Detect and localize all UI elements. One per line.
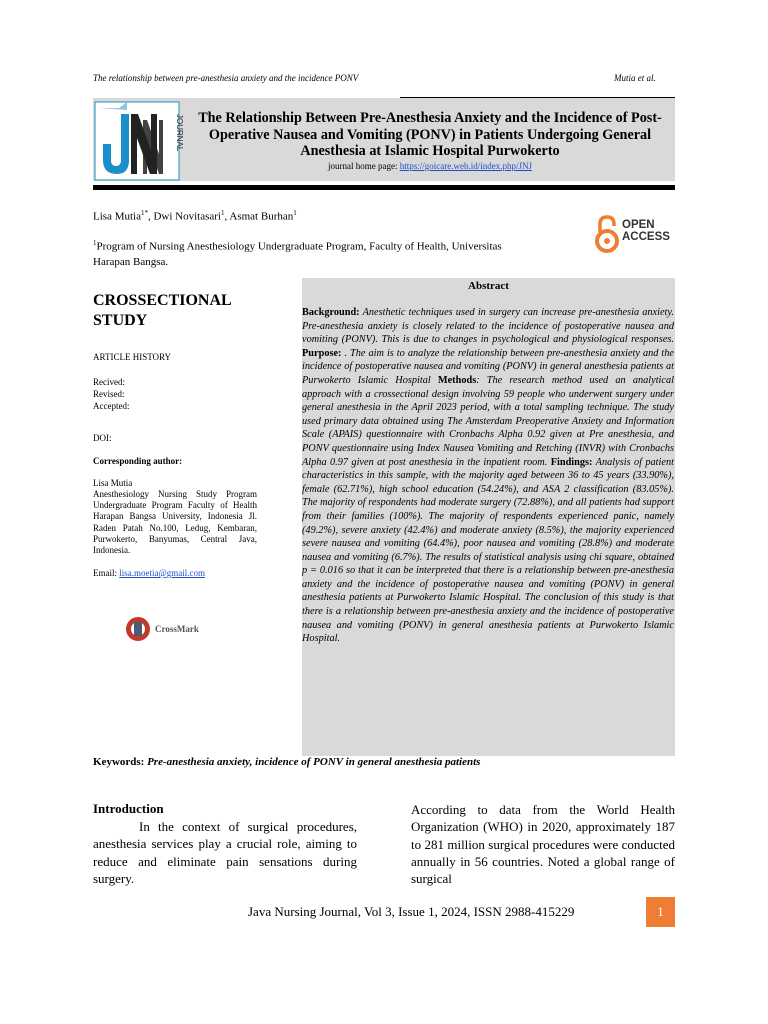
email-link[interactable]: lisa.moetia@gmail.com: [119, 568, 206, 578]
author-name[interactable]: Dwi Novitasari: [153, 210, 221, 223]
crossmark-badge[interactable]: [125, 616, 205, 642]
homepage-link[interactable]: https://goicare.web.id/index.php/JNJ: [399, 161, 532, 171]
abstract-text: Background: Anesthetic techniques used in surgery can increase pre-anesthesia anxiety. Pre-anesthesia anxiety is closely related to the incidence of postoperative nausea and vomiting (PONV). This is due to changes in psychological and physiological responses. Purpose: . The aim is to analyze the relationship between pre-anesthesia anxiety and the incidence of postoperative nausea and vomiting (PONV) in general anesthesia patients at Purwokerto Islamic Hospital Methods: The research method used an analytical approach with a crossectional design involving 59 people who underwent surgery under general anesthesia in the April 2023 period, with a total sampling technique. The study used primary data obtained using The Amsterdam Preoperative Anxiety and Information Scale (APAIS) questionnaire with Cronbachs Alpha 0.92 given at Pre anesthesia, and PONV questionnaire using Index Nausea Vomiting and Retching (INVR) with Cronbachs Alpha 0.97 given at post anesthesia in the inpatient room. Findings: Analysis of patient characteristics in this sample, with the majority aged between 36 to 45 years (33.90%), female (62.71%), high school education (54.24%), and ASA 2 classification (83.05%). The majority of respondents had moderate surgery (72.88%), and all patients had support from their families (100%). The majority of respondents experienced panic, namely (49.2%), severe anxiety (42.4%) and moderate anxiety (8.5%), the majority experienced severe nausea and vomiting (64.4%), poor nausea and vomiting (28.8%) and moderate nausea and vomiting (6.7%). The results of statistical analysis using chi square, obtained p = 0.016 so that it can be interpreted that there is a relationship between pre-anesthesia anxiety and the incidence of postoperative nausea and vomiting (PONV) in general anesthesia patients at Purwokerto Islamic Hospital. The conclusion of this study is that there is a relationship between pre-anesthesia anxiety and the incidence of postoperative nausea and vomiting (PONV) in general anesthesia patients at Purwokerto Islamic Hospital.: [302, 307, 674, 645]
abstract-heading: Abstract: [468, 280, 509, 292]
journal-logo-icon: [93, 100, 185, 182]
introduction-heading: Introduction: [93, 801, 164, 816]
affiliation: $^1$Program of Nursing Anesthesiology Undergraduate Program, Faculty of Health, Universitas Harapan Bangsa.: [93, 239, 502, 268]
revised-label: Revised:: [93, 389, 125, 399]
open-access-lock-icon: [594, 214, 620, 254]
author-list: Lisa Mutia$^{1*}$, Dwi Novitasari$^1$, Asmat Burhan$^1$: [93, 209, 297, 223]
homepage-label: journal home page:: [328, 161, 400, 171]
keywords: Keywords: Pre-anesthesia anxiety, incidence of PONV in general anesthesia patients: [93, 756, 481, 768]
journal-logo-side-text: JOURNAL: [175, 114, 184, 152]
received-label: Recived:: [93, 377, 125, 387]
running-header-title: The relationship between pre-anesthesia anxiety and the incidence PONV: [93, 73, 359, 83]
crossmark-icon: [125, 616, 151, 642]
article-title: The Relationship Between Pre-Anesthesia Anxiety and the Incidence of Post-Operative Nausea and Vomiting (PONV) in Patients Undergoing General Anesthesia at Islamic Hospital Purwokerto: [198, 110, 662, 159]
page-number: 1: [646, 897, 675, 927]
open-access-line1: OPEN: [622, 219, 655, 231]
article-history-heading: ARTICLE HISTORY: [93, 352, 172, 362]
introduction-right-text: According to data from the World Health Organization (WHO) in 2020, approximately 187 to 281 million surgical procedures were conducted annually in 56 countries. Noted a global range of surgical: [411, 802, 675, 887]
footer-citation: Java Nursing Journal, Vol 3, Issue 1, 2024, ISSN 2988-415229: [248, 904, 575, 919]
journal-homepage: [190, 161, 670, 171]
open-access-line2: ACCESS: [622, 231, 670, 243]
corresponding-heading: Corresponding author:: [93, 456, 183, 466]
running-header-authors: Mutia et al.: [614, 73, 656, 83]
author-name[interactable]: Asmat Burhan: [229, 210, 294, 223]
introduction-left-text: In the context of surgical procedures, anesthesia services play a crucial role, aiming to reduce and eliminate pain sensations during surgery.: [93, 819, 357, 886]
doi-label: DOI:: [93, 433, 112, 443]
header-thick-rule: [93, 185, 675, 190]
journal-logo: [93, 100, 185, 182]
corresponding-address: Anesthesiology Nursing Study Program Undergraduate Program Faculty of Health Harapan Bangsa University, Indonesia Jl. Raden Patah No.100, Ledug, Kembaran, Purwokerto, Banyumas, Central Java, Indonesia.: [93, 489, 257, 556]
author-name[interactable]: Lisa Mutia: [93, 210, 141, 223]
corresponding-name: Lisa Mutia: [93, 478, 133, 488]
open-access-badge[interactable]: [594, 214, 684, 254]
corresponding-email: Email: lisa.moetia@gmail.com: [93, 568, 206, 578]
accepted-label: Accepted:: [93, 401, 130, 411]
study-type: CROSSECTIONAL STUDY: [93, 292, 231, 329]
crossmark-label: CrossMark: [155, 624, 199, 634]
